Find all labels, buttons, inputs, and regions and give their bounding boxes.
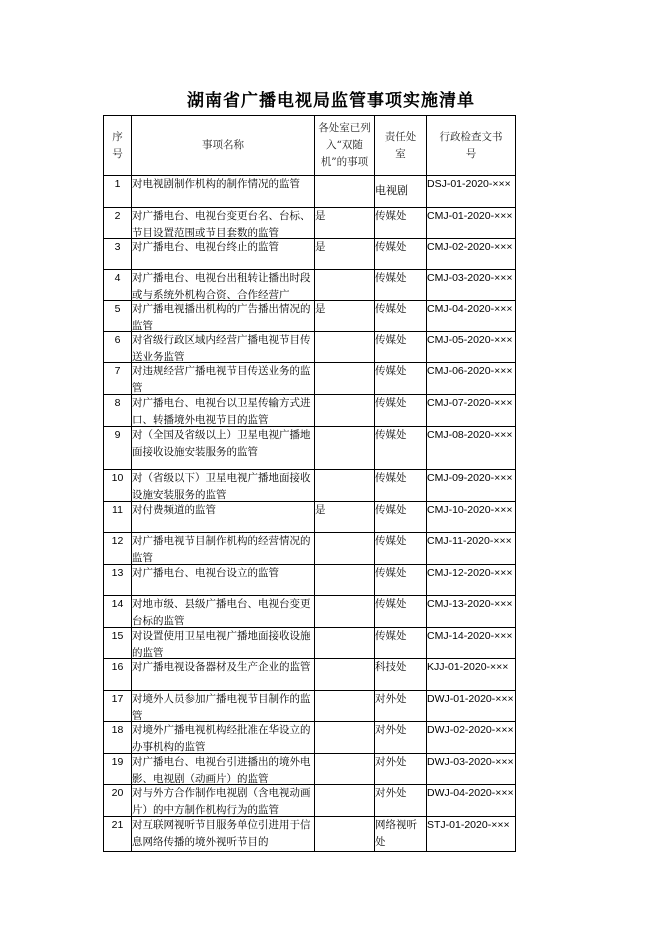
- double-random-flag: [315, 533, 375, 565]
- item-name: 对广播电台、电视台出租转让播出时段或与系统外机构合资、合作经营广: [132, 272, 311, 299]
- row-index: 19: [104, 754, 132, 785]
- row-index: 9: [104, 427, 132, 470]
- row-index: 20: [104, 785, 132, 817]
- responsible-office: 传媒处: [375, 565, 427, 596]
- row-index: 11: [104, 502, 132, 533]
- double-random-flag: 是: [315, 239, 375, 270]
- responsible-office: 对外处: [375, 691, 427, 722]
- doc-number-cell: [427, 565, 516, 596]
- responsible-office: 传媒处: [375, 332, 427, 363]
- item-name-cell: [132, 659, 315, 691]
- doc-number-cell: [427, 301, 516, 332]
- doc-number: CMJ-07-2020-×××: [427, 397, 513, 409]
- doc-number-cell: [427, 239, 516, 270]
- table-row: [104, 176, 516, 208]
- item-name: 对设置使用卫星电视广播地面接收设施的监管: [132, 630, 311, 657]
- item-name-cell: [132, 785, 315, 817]
- responsible-office: 传媒处: [375, 533, 427, 565]
- responsible-office: 对外处: [375, 754, 427, 785]
- double-random-flag: 是: [315, 502, 375, 533]
- item-name-cell: [132, 628, 315, 659]
- row-index: 10: [104, 470, 132, 502]
- item-name: 对境外人员参加广播电视节目制作的监管: [132, 693, 311, 720]
- doc-number-cell: [427, 722, 516, 754]
- row-index: 18: [104, 722, 132, 754]
- doc-number: CMJ-10-2020-×××: [427, 504, 513, 516]
- item-name-cell: [132, 239, 315, 270]
- table-row: [104, 565, 516, 596]
- doc-number: CMJ-09-2020-×××: [427, 472, 513, 484]
- table-row: [104, 785, 516, 817]
- responsible-office: 传媒处: [375, 628, 427, 659]
- table-row: [104, 502, 516, 533]
- item-name: 对广播电台、电视台设立的监管: [132, 567, 279, 579]
- double-random-flag: 是: [315, 301, 375, 332]
- double-random-flag: [315, 427, 375, 470]
- double-random-flag: [315, 785, 375, 817]
- doc-number: CMJ-12-2020-×××: [427, 567, 513, 579]
- table-header-row: [104, 116, 516, 176]
- double-random-flag: 是: [315, 208, 375, 239]
- row-index: 13: [104, 565, 132, 596]
- doc-number-cell: [427, 332, 516, 363]
- double-random-flag: [315, 596, 375, 628]
- header-index: 序号: [104, 116, 132, 176]
- item-name-cell: [132, 270, 315, 301]
- doc-number-cell: [427, 754, 516, 785]
- doc-number-cell: [427, 596, 516, 628]
- row-index: 5: [104, 301, 132, 332]
- double-random-flag: [315, 176, 375, 208]
- responsible-office: 传媒处: [375, 239, 427, 270]
- row-index: 3: [104, 239, 132, 270]
- item-name-cell: [132, 395, 315, 427]
- item-name-cell: [132, 596, 315, 628]
- doc-number-cell: [427, 785, 516, 817]
- doc-number: CMJ-03-2020-×××: [427, 272, 513, 284]
- table-body: [104, 176, 516, 852]
- row-index: 12: [104, 533, 132, 565]
- doc-number-cell: [427, 691, 516, 722]
- table-row: [104, 659, 516, 691]
- item-name: 对广播电视节目制作机构的经营情况的监管: [132, 535, 311, 563]
- item-name-cell: [132, 691, 315, 722]
- item-name-cell: [132, 363, 315, 395]
- item-name: 对互联网视听节目服务单位引进用于信息网络传播的境外视听节目的: [132, 819, 311, 848]
- doc-number: STJ-01-2020-×××: [427, 819, 510, 831]
- responsible-office: 科技处: [375, 659, 427, 691]
- table-row: [104, 208, 516, 239]
- header-name: 事项名称: [132, 116, 315, 176]
- item-name: 对（省级以下）卫星电视广播地面接收设施安装服务的监管: [132, 472, 311, 500]
- double-random-flag: [315, 628, 375, 659]
- responsible-office: 传媒处: [375, 470, 427, 502]
- doc-number: DWJ-02-2020-×××: [427, 724, 514, 736]
- row-index: 1: [104, 176, 132, 208]
- row-index: 2: [104, 208, 132, 239]
- double-random-flag: [315, 332, 375, 363]
- doc-number: CMJ-06-2020-×××: [427, 365, 513, 377]
- doc-number: CMJ-05-2020-×××: [427, 334, 513, 346]
- item-name-cell: [132, 502, 315, 533]
- table-row: [104, 301, 516, 332]
- doc-number-cell: [427, 533, 516, 565]
- doc-number: DWJ-03-2020-×××: [427, 756, 514, 768]
- responsible-office: 传媒处: [375, 596, 427, 628]
- item-name-cell: [132, 470, 315, 502]
- item-name-cell: [132, 533, 315, 565]
- responsible-office: 传媒处: [375, 208, 427, 239]
- doc-number: CMJ-14-2020-×××: [427, 630, 513, 642]
- row-index: 7: [104, 363, 132, 395]
- doc-number-cell: [427, 817, 516, 852]
- doc-number: CMJ-01-2020-×××: [427, 210, 513, 222]
- supervision-table: [103, 115, 516, 852]
- doc-number-cell: [427, 470, 516, 502]
- table-row: [104, 722, 516, 754]
- item-name-cell: [132, 427, 315, 470]
- header-doc: 行政检查文书号: [427, 116, 516, 176]
- item-name-cell: [132, 176, 315, 208]
- item-name-cell: [132, 817, 315, 852]
- table-row: [104, 427, 516, 470]
- item-name: 对地市级、县级广播电台、电视台变更台标的监管: [132, 598, 311, 626]
- responsible-office: 传媒处: [375, 427, 427, 470]
- double-random-flag: [315, 395, 375, 427]
- row-index: 16: [104, 659, 132, 691]
- responsible-office: 传媒处: [375, 301, 427, 332]
- item-name: 对违规经营广播电视节目传送业务的监管: [132, 365, 311, 393]
- table-row: [104, 754, 516, 785]
- header-listed: 各处室已列入“双随机”的事项: [315, 116, 375, 176]
- responsible-office: 网络视听处: [375, 817, 427, 852]
- item-name: 对广播电台、电视台变更台名、台标、节目设置范围或节目套数的监管: [132, 210, 311, 237]
- double-random-flag: [315, 565, 375, 596]
- item-name-cell: [132, 722, 315, 754]
- table-row: [104, 395, 516, 427]
- doc-number-cell: [427, 363, 516, 395]
- item-name: 对境外广播电视机构经批准在华设立的办事机构的监管: [132, 724, 311, 752]
- doc-number: DSJ-01-2020-×××: [427, 178, 511, 190]
- row-index: 6: [104, 332, 132, 363]
- row-index: 21: [104, 817, 132, 852]
- responsible-office: 电视剧: [375, 176, 427, 208]
- page-title: 湖南省广播电视局监管事项实施清单: [187, 91, 475, 111]
- doc-number-cell: [427, 395, 516, 427]
- responsible-office: 对外处: [375, 785, 427, 817]
- item-name: 对（全国及省级以上）卫星电视广播地面接收设施安装服务的监管: [132, 429, 311, 458]
- doc-number-cell: [427, 502, 516, 533]
- item-name: 对电视剧制作机构的制作情况的监管: [132, 178, 300, 190]
- doc-number: DWJ-04-2020-×××: [427, 787, 514, 799]
- doc-number: CMJ-08-2020-×××: [427, 429, 513, 441]
- table-row: [104, 691, 516, 722]
- doc-number: CMJ-02-2020-×××: [427, 241, 513, 253]
- item-name-cell: [132, 208, 315, 239]
- table-row: [104, 239, 516, 270]
- doc-number-cell: [427, 208, 516, 239]
- table-row: [104, 596, 516, 628]
- doc-number: KJJ-01-2020-×××: [427, 661, 509, 673]
- item-name: 对广播电视设备器材及生产企业的监管: [132, 661, 311, 673]
- double-random-flag: [315, 363, 375, 395]
- doc-number: CMJ-04-2020-×××: [427, 303, 513, 315]
- double-random-flag: [315, 754, 375, 785]
- double-random-flag: [315, 659, 375, 691]
- responsible-office: 对外处: [375, 722, 427, 754]
- doc-number-cell: [427, 427, 516, 470]
- table-row: [104, 270, 516, 301]
- doc-number: DWJ-01-2020-×××: [427, 693, 514, 705]
- row-index: 17: [104, 691, 132, 722]
- row-index: 15: [104, 628, 132, 659]
- row-index: 8: [104, 395, 132, 427]
- responsible-office: 传媒处: [375, 270, 427, 301]
- table-row: [104, 533, 516, 565]
- item-name-cell: [132, 565, 315, 596]
- item-name: 对与外方合作制作电视剧（含电视动画片）的中方制作机构行为的监管: [132, 787, 311, 815]
- item-name: 对省级行政区域内经营广播电视节目传送业务监管: [132, 334, 311, 361]
- responsible-office: 传媒处: [375, 395, 427, 427]
- row-index: 14: [104, 596, 132, 628]
- item-name: 对广播电台、电视台引进播出的境外电影、电视剧（动画片）的监管: [132, 756, 311, 783]
- item-name: 对广播电台、电视台以卫星传输方式进口、转播境外电视节目的监管: [132, 397, 311, 425]
- double-random-flag: [315, 691, 375, 722]
- table-row: [104, 817, 516, 852]
- item-name-cell: [132, 332, 315, 363]
- header-office: 责任处室: [375, 116, 427, 176]
- responsible-office: 传媒处: [375, 363, 427, 395]
- item-name: 对付费频道的监管: [132, 504, 216, 516]
- item-name-cell: [132, 754, 315, 785]
- doc-number-cell: [427, 176, 516, 208]
- double-random-flag: [315, 470, 375, 502]
- responsible-office: 传媒处: [375, 502, 427, 533]
- row-index: 4: [104, 270, 132, 301]
- doc-number-cell: [427, 628, 516, 659]
- item-name: 对广播电台、电视台终止的监管: [132, 241, 279, 253]
- table-row: [104, 628, 516, 659]
- item-name-cell: [132, 301, 315, 332]
- table-row: [104, 363, 516, 395]
- table-row: [104, 470, 516, 502]
- double-random-flag: [315, 817, 375, 852]
- double-random-flag: [315, 270, 375, 301]
- item-name: 对广播电视播出机构的广告播出情况的监管: [132, 303, 311, 330]
- doc-number: CMJ-13-2020-×××: [427, 598, 513, 610]
- table-row: [104, 332, 516, 363]
- double-random-flag: [315, 722, 375, 754]
- doc-number: CMJ-11-2020-×××: [427, 535, 512, 547]
- doc-number-cell: [427, 659, 516, 691]
- doc-number-cell: [427, 270, 516, 301]
